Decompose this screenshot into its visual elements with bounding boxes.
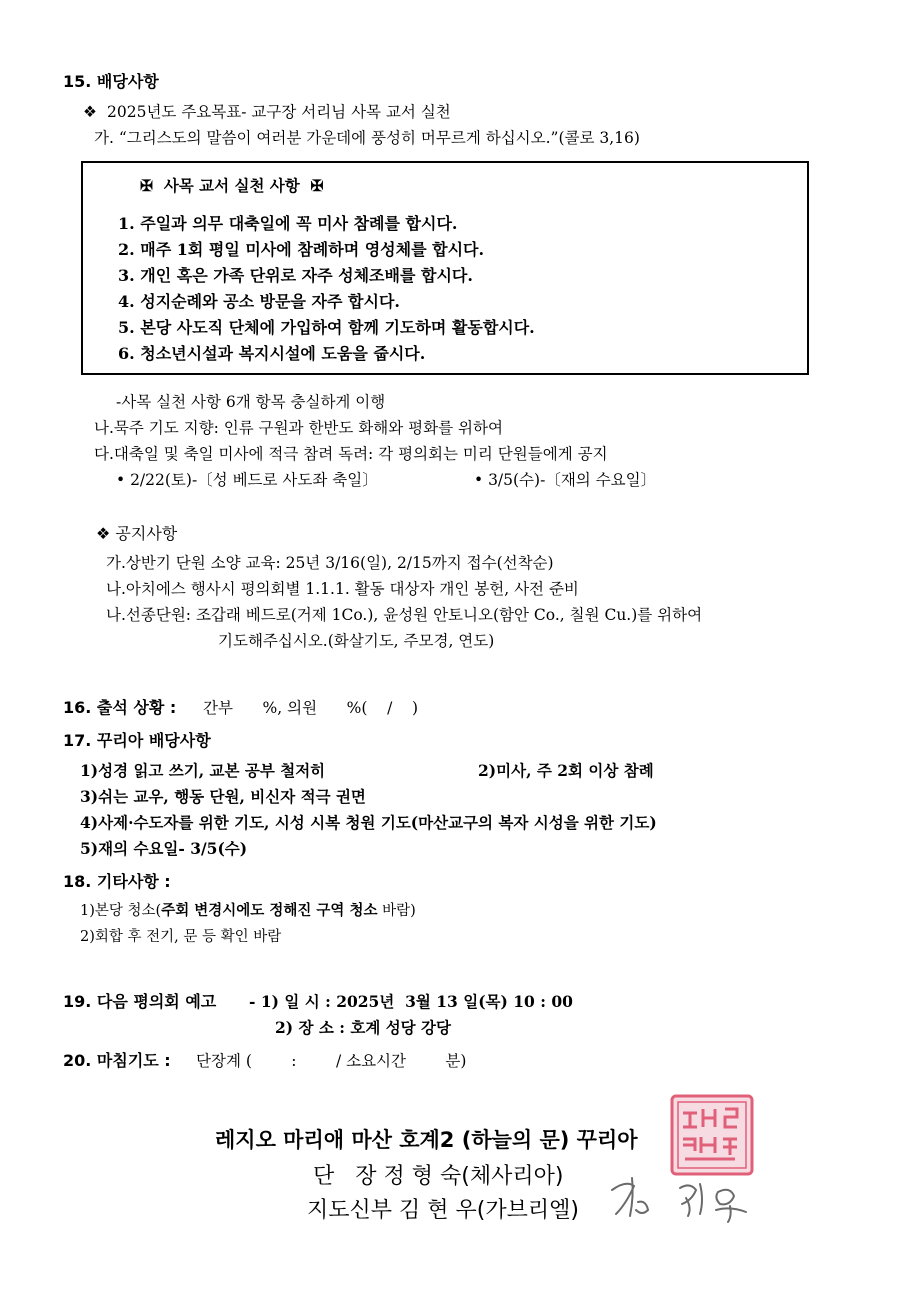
- misc-item-1: 1)본당 청소(주회 변경시에도 정해진 구역 청소 바람): [80, 902, 416, 919]
- closing-prayer-text: 단장계 ( : / 소요시간 분): [196, 1052, 467, 1070]
- box-item: 3. 개인 혹은 가족 단위로 자주 성체조배를 합시다.: [118, 266, 473, 285]
- box-item: 6. 청소년시설과 복지시설에 도움을 줍시다.: [118, 344, 426, 363]
- director-baptismal-name: (가브리엘): [476, 1198, 579, 1223]
- notice-heading: ❖ 공지사항: [96, 524, 178, 543]
- director-title: 지도신부 김 현 우: [307, 1198, 477, 1223]
- curia-item: 5)재의 수요일- 3/5(수): [80, 839, 248, 858]
- director-line: [307, 1200, 579, 1222]
- organization-name: 레지오 마리애 마산 호계2 (하늘의 문) 꾸리아: [215, 1128, 638, 1152]
- misc-item-2: 2)회합 후 전기, 문 등 확인 바람: [80, 929, 282, 945]
- feast-date-2: • 3/5(수)-〔재의 수요일〕: [474, 471, 657, 489]
- leader-title: 단 장 정 형 숙: [313, 1164, 462, 1189]
- box-title: ✠ 사목 교서 실천 사항 ✠: [140, 176, 324, 195]
- curia-item: 1)성경 읽고 쓰기, 교본 공부 철저히: [80, 761, 326, 780]
- section-16-heading: 16. 출석 상황 :: [63, 698, 177, 717]
- director-signature: [608, 1168, 758, 1228]
- scripture-quote: 가. “그리스도의 말씀이 여러분 가운데에 풍성히 머무르게 하십시오.”(콜로 3,16): [94, 129, 640, 147]
- box-item: 5. 본당 사도직 단체에 가입하여 함께 기도하며 활동합시다.: [118, 318, 535, 337]
- section-18-heading: 18. 기타사항 :: [63, 872, 171, 891]
- section-17-heading: 17. 꾸리아 배당사항: [63, 731, 211, 750]
- box-item: 1. 주일과 의무 대축일에 꼭 미사 참례를 합시다.: [118, 214, 458, 233]
- pastoral-letter-box: [81, 161, 809, 375]
- goal-bullet-icon: ❖: [83, 103, 97, 121]
- attendance-text: 간부 %, 의원 %( / ): [203, 699, 419, 717]
- notice-item: 가.상반기 단원 소양 교육: 25년 3/16(일), 2/15까지 접수(선착순): [106, 554, 554, 572]
- box-item: 2. 매주 1회 평일 미사에 참례하며 영성체를 합시다.: [118, 240, 485, 259]
- curia-item: 2)미사, 주 2회 이상 참례: [478, 761, 654, 780]
- box-item: 4. 성지순례와 공소 방문을 자주 합시다.: [118, 292, 400, 311]
- notice-item: 기도해주십시오.(화살기도, 주모경, 연도): [218, 632, 495, 650]
- curia-item: 4)사제·수도자를 위한 기도, 시성 시복 청원 기도(마산교구의 복자 시성을 위한 기도): [80, 813, 657, 832]
- notice-item: 나.선종단원: 조갑래 베드로(거제 1Co.), 윤성원 안토니오(함안 Co., 칠원 Cu.)를 위하여: [106, 606, 703, 624]
- next-meeting-place: 2) 장 소 : 호계 성당 강당: [275, 1018, 452, 1037]
- section-19-heading: 19. 다음 평의회 예고: [63, 992, 217, 1011]
- curia-item: 3)쉬는 교우, 행동 단원, 비신자 적극 권면: [80, 787, 366, 806]
- rosary-intention: 나.묵주 기도 지향: 인류 구원과 한반도 화해와 평화를 위하여: [94, 419, 503, 437]
- feast-encouragement: 다.대축일 및 축일 미사에 적극 참려 독려: 각 평의회는 미리 단원들에게 공지: [94, 445, 608, 463]
- section-15-heading: 15. 배당사항: [63, 72, 159, 91]
- annual-goal: 2025년도 주요목표- 교구장 서리님 사목 교서 실천: [107, 103, 451, 121]
- leader-baptismal-name: (체사리아): [461, 1164, 564, 1189]
- practice-note: -사목 실천 사항 6개 항목 충실하게 이행: [116, 393, 386, 411]
- section-20-heading: 20. 마침기도 :: [63, 1051, 171, 1070]
- notice-item: 나.아치에스 행사시 평의회별 1.1.1. 활동 대상자 개인 봉헌, 사전 준비: [106, 580, 579, 598]
- leader-line: [313, 1166, 563, 1188]
- feast-date-1: • 2/22(토)-〔성 베드로 사도좌 축일〕: [116, 471, 378, 489]
- next-meeting-time: - 1) 일 시 : 2025년 3월 13 일(목) 10 : 00: [249, 992, 573, 1011]
- curia-seal-stamp: [669, 1093, 755, 1177]
